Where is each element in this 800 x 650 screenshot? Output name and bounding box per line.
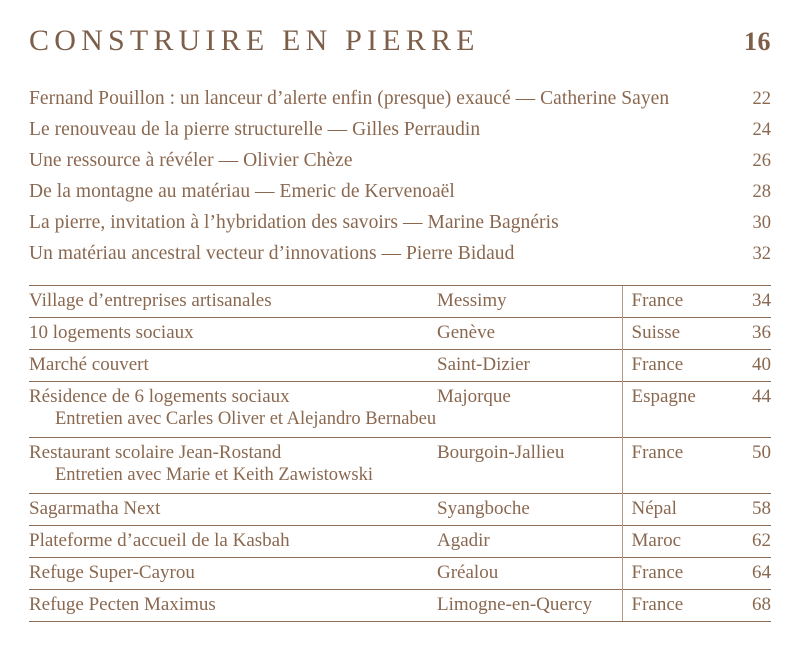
project-country: France	[622, 589, 734, 621]
table-row[interactable]	[29, 557, 771, 589]
project-country: France	[622, 557, 734, 589]
table-row[interactable]	[29, 286, 771, 318]
project-name-cell	[29, 589, 437, 621]
article-page-number: 22	[752, 89, 771, 109]
project-city: Genève	[437, 318, 622, 350]
page-header	[29, 0, 771, 70]
project-name: Restaurant scolaire Jean-Rostand	[29, 441, 282, 463]
article-list	[29, 88, 771, 274]
article-title: Le renouveau de la pierre structurelle — Gilles Perraudin	[29, 119, 481, 140]
table-row[interactable]	[29, 525, 771, 557]
project-name-cell	[29, 350, 437, 382]
project-subentry: Entretien avec Carles Oliver et Alejandro Bernabeu	[55, 409, 437, 430]
project-city: Bourgoin-Jallieu	[437, 437, 622, 493]
table-row[interactable]	[29, 437, 771, 493]
project-name: Résidence de 6 logements sociaux	[29, 386, 290, 408]
project-page-number: 36	[734, 318, 771, 350]
project-name: Marché couvert	[29, 354, 149, 376]
project-name: 10 logements sociaux	[29, 322, 194, 344]
article-page-number: 24	[752, 120, 771, 140]
project-name: Sagarmatha Next	[29, 497, 161, 519]
project-page-number: 44	[734, 382, 771, 438]
article-entry[interactable]	[29, 119, 771, 150]
project-page-number: 62	[734, 525, 771, 557]
project-city: Messimy	[437, 286, 622, 318]
projects-table	[29, 285, 771, 622]
article-page-number: 30	[752, 213, 771, 233]
project-name: Plateforme d’accueil de la Kasbah	[29, 529, 290, 551]
project-page-number: 58	[734, 493, 771, 525]
article-entry[interactable]	[29, 88, 771, 119]
project-name-cell	[29, 382, 437, 438]
project-page-number: 68	[734, 589, 771, 621]
project-country: Maroc	[622, 525, 734, 557]
table-row[interactable]	[29, 318, 771, 350]
project-name: Refuge Pecten Maximus	[29, 593, 216, 615]
article-title: Fernand Pouillon : un lanceur d’alerte enfin (presque) exaucé — Catherine Sayen	[29, 88, 670, 109]
project-country: France	[622, 437, 734, 493]
project-country: Suisse	[622, 318, 734, 350]
project-country: Népal	[622, 493, 734, 525]
article-page-number: 28	[752, 182, 771, 202]
project-city: Gréalou	[437, 557, 622, 589]
project-name-cell	[29, 286, 437, 318]
table-row[interactable]	[29, 350, 771, 382]
project-city: Agadir	[437, 525, 622, 557]
project-city: Syangboche	[437, 493, 622, 525]
project-country: France	[622, 350, 734, 382]
project-page-number: 50	[734, 437, 771, 493]
project-name-cell	[29, 557, 437, 589]
project-name: Refuge Super-Cayrou	[29, 561, 195, 583]
project-city: Limogne-en-Quercy	[437, 589, 622, 621]
header-page-number: 16	[744, 27, 771, 56]
table-row[interactable]	[29, 493, 771, 525]
article-entry[interactable]	[29, 243, 771, 274]
article-title: De la montagne au matériau — Emeric de Kervenoaël	[29, 181, 455, 202]
project-city: Saint-Dizier	[437, 350, 622, 382]
article-title: La pierre, invitation à l’hybridation des savoirs — Marine Bagnéris	[29, 212, 559, 233]
project-name-cell	[29, 493, 437, 525]
project-page-number: 34	[734, 286, 771, 318]
article-page-number: 32	[752, 244, 771, 264]
article-entry[interactable]	[29, 212, 771, 243]
article-entry[interactable]	[29, 150, 771, 181]
page-title: CONSTRUIRE EN PIERRE	[29, 24, 480, 57]
project-name: Village d’entreprises artisanales	[29, 290, 272, 311]
project-country: Espagne	[622, 382, 734, 438]
project-country: France	[622, 286, 734, 318]
article-title: Un matériau ancestral vecteur d’innovations — Pierre Bidaud	[29, 243, 515, 264]
project-name-cell	[29, 437, 437, 493]
project-subentry: Entretien avec Marie et Keith Zawistowski	[55, 464, 373, 485]
table-row[interactable]	[29, 382, 771, 438]
project-page-number: 40	[734, 350, 771, 382]
project-city: Majorque	[437, 382, 622, 438]
project-name-cell	[29, 318, 437, 350]
project-page-number: 64	[734, 557, 771, 589]
table-row[interactable]	[29, 589, 771, 621]
project-name-cell	[29, 525, 437, 557]
article-title: Une ressource à révéler — Olivier Chèze	[29, 150, 353, 171]
article-page-number: 26	[752, 151, 771, 171]
article-entry[interactable]	[29, 181, 771, 212]
